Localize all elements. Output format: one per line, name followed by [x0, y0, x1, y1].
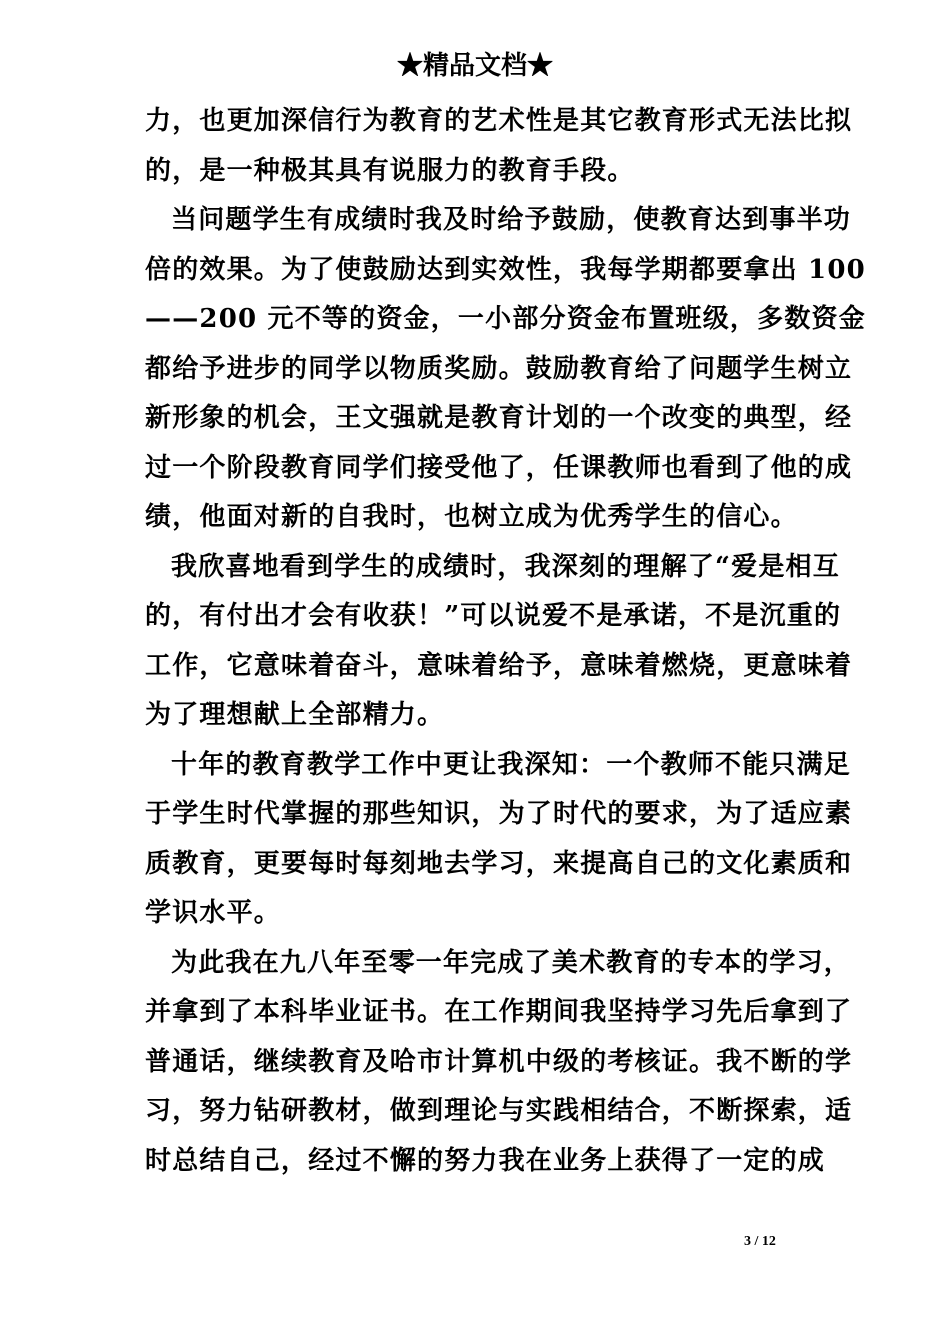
page-header-title: ★精品文档★: [396, 51, 553, 81]
text-line: 新形象的机会，王文强就是教育计划的一个改变的典型，经: [145, 403, 853, 433]
text-line: 习，努力钻研教材，做到理论与实践相结合，不断探索，适: [145, 1096, 853, 1126]
text-line: 都给予进步的同学以物质奖励。鼓励教育给了问题学生树立: [145, 353, 853, 384]
page-number: 3 / 12: [744, 1234, 776, 1249]
document-body: [145, 97, 866, 1186]
text-line: 质教育，更要每时每刻地去学习，来提高自己的文化素质和: [145, 848, 853, 879]
text-line: 我欣喜地看到学生的成绩时，我深刻的理解了“爱是相互: [171, 551, 840, 582]
text-line: 的，是一种极其具有说服力的教育手段。: [145, 155, 635, 186]
text-line: 十年的教育教学工作中更让我深知：一个教师不能只满足: [171, 749, 852, 780]
text-line: 过一个阶段教育同学们接受他了，任课教师也看到了他的成: [145, 452, 853, 483]
text-line: 于学生时代掌握的那些知识，为了时代的要求，为了适应素: [145, 799, 853, 829]
text-line: 力，也更加深信行为教育的艺术性是其它教育形式无法比拟: [145, 106, 853, 136]
text-line: 工作，它意味着奋斗，意味着给予，意味着燃烧，更意味着: [145, 650, 853, 681]
text-line: 为此我在九八年至零一年完成了美术教育的专本的学习，: [171, 947, 852, 978]
text-line: 普通话，继续教育及哈市计算机中级的考核证。我不断的学: [145, 1046, 853, 1077]
text-line: 倍的效果。为了使鼓励达到实效性，我每学期都要拿出 100: [145, 254, 866, 285]
text-line: 的，有付出才会有收获！”可以说爱不是承诺，不是沉重的: [145, 601, 842, 631]
text-line: 绩，他面对新的自我时，也树立成为优秀学生的信心。: [145, 502, 798, 532]
text-line: 当问题学生有成绩时我及时给予鼓励，使教育达到事半功: [171, 205, 852, 235]
text-line: 学识水平。: [145, 898, 282, 928]
text-line: ——200 元不等的资金，一小部分资金布置班级，多数资金: [145, 304, 866, 334]
text-line: 为了理想献上全部精力。: [145, 700, 445, 730]
text-line: 并拿到了本科毕业证书。在工作期间我坚持学习先后拿到了: [145, 997, 853, 1027]
text-line: 时总结自己，经过不懈的努力我在业务上获得了一定的成: [145, 1145, 826, 1176]
